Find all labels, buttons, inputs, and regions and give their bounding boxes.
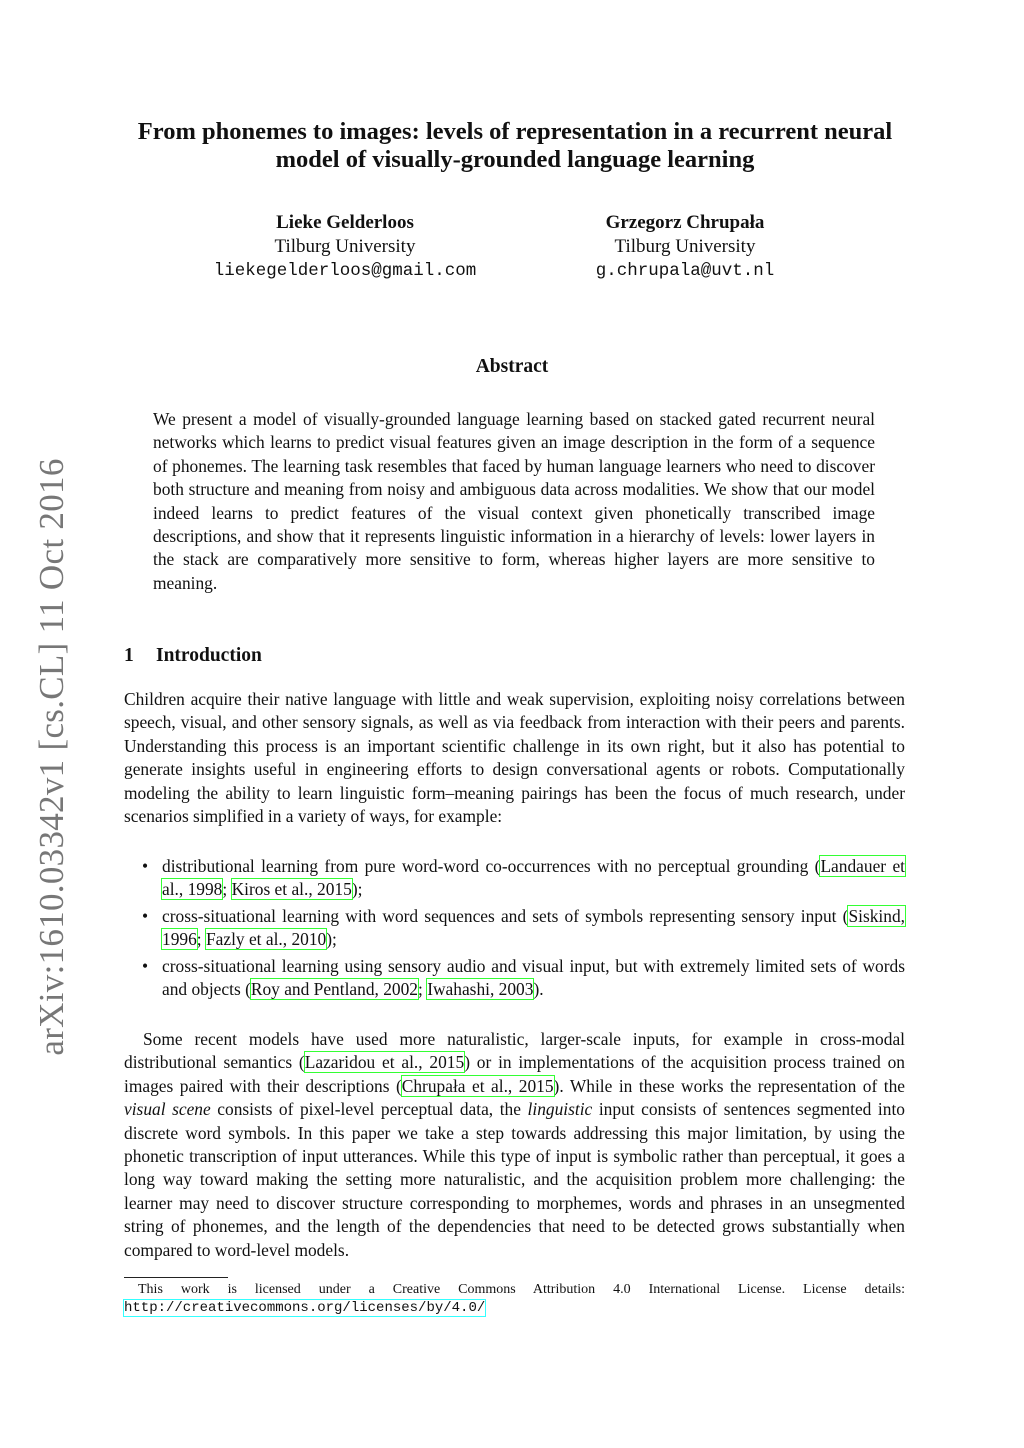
list-item: • cross-situational learning with word sequences and sets of symbols representing sensory input (Siskind, 1996; Fazly et al., 2010);: [142, 905, 905, 950]
author-name: Grzegorz Chrupała: [605, 212, 765, 233]
author-affiliation: Tilburg University: [274, 236, 416, 257]
author-affiliation: Tilburg University: [614, 236, 756, 257]
citation-link[interactable]: Iwahashi, 2003: [427, 979, 534, 1000]
abstract-heading: Abstract: [475, 356, 549, 377]
paper-title: From phonemes to images: levels of representation in a recurrent neural model of visually-grounded language learning: [137, 118, 893, 173]
section-title: Introduction: [156, 645, 262, 666]
author-name: Lieke Gelderloos: [276, 212, 414, 233]
scenario-list: [124, 855, 905, 1004]
author-block-2: [535, 211, 835, 283]
license-footnote: This work is licensed under a Creative Commons Attribution 4.0 International License. License details: http://creativecommons.org/licenses/by/4.0/: [124, 1282, 905, 1316]
citation-link[interactable]: Lazaridou et al., 2015: [304, 1052, 465, 1073]
citation-link[interactable]: Siskind, 1996: [162, 905, 905, 950]
footnote-rule: [124, 1277, 228, 1278]
intro-paragraph-2: Some recent models have used more naturalistic, larger-scale inputs, for example in cross-modal distributional semantics (Lazaridou et al., 2015) or in implementations of the acquisition process trained on images paired with their descriptions (Chrupała et al., 2015). While in these works the representation of the visual scene consists of pixel-level perceptual data, the linguistic input consists of sentences segmented into discrete word symbols. In this paper we take a step towards addressing this major limitation, by using the phonetic transcription of input utterances. While this type of input is symbolic rather than perceptual, it goes a long way toward making the setting more naturalistic, and the acquisition problem more challenging: the learner may need to discover structure corresponding to morphemes, words and phrases in an unsegmented string of phonemes, and the length of the dependencies that need to be detected grows substantially when compared to word-level models.: [124, 1029, 905, 1260]
list-item: • distributional learning from pure word-word co-occurrences with no perceptual grounding (Landauer et al., 1998; Kiros et al., 2015);: [142, 856, 905, 900]
author-email[interactable]: liekegelderloos@gmail.com: [213, 261, 477, 281]
citation-link[interactable]: Roy and Pentland, 2002: [250, 979, 418, 1000]
citation-link[interactable]: Kiros et al., 2015: [231, 879, 352, 900]
section-number: 1: [124, 645, 134, 666]
bullet-icon: •: [142, 905, 149, 926]
arxiv-sidebar-stamp: [32, 454, 71, 1059]
list-item: • cross-situational learning using sensory audio and visual input, but with extremely limited sets of words and objects (Roy and Pentland, 2002; Iwahashi, 2003).: [142, 955, 905, 1000]
abstract-text: We present a model of visually-grounded language learning based on stacked gated recurrent neural networks which learns to predict visual features given an image description in the form of a sequence of phonemes. The learning task resembles that faced by human language learners who need to discover both structure and meaning from noisy and ambiguous data across modalities. We show that our model indeed learns to predict features of the visual context given phonetically transcribed image descriptions, and show that it represents linguistic information in a hierarchy of levels: lower layers in the stack are comparatively more sensitive to form, whereas higher layers are more sensitive to meaning.: [153, 409, 875, 593]
arxiv-id-text: arXiv:1610.03342v1 [cs.CL] 11 Oct 2016: [32, 457, 71, 1056]
author-block-1: [170, 211, 520, 283]
citation-link[interactable]: Landauer et al., 1998: [162, 856, 905, 900]
intro-paragraph-1: Children acquire their native language with little and weak supervision, exploiting noisy correlations between speech, visual, and other sensory signals, as well as via feedback from interaction with their peers and parents. Understanding this process is an important scientific challenge in its own right, but it also has potential to generate insights useful in engineering efforts to design conversational agents or robots. Computationally modeling the ability to learn linguistic form–meaning pairings has been the focus of much research, under scenarios simplified in a variety of ways, for example:: [124, 689, 905, 827]
bullet-icon: •: [142, 856, 149, 876]
license-url-link[interactable]: http://creativecommons.org/licenses/by/4.0/: [124, 1300, 486, 1316]
author-email[interactable]: g.chrupala@uvt.nl: [595, 261, 775, 281]
citation-link[interactable]: Fazly et al., 2010: [205, 929, 327, 950]
citation-link[interactable]: Chrupała et al., 2015: [401, 1075, 554, 1096]
bullet-icon: •: [142, 955, 149, 976]
section-heading-introduction: [124, 645, 262, 667]
